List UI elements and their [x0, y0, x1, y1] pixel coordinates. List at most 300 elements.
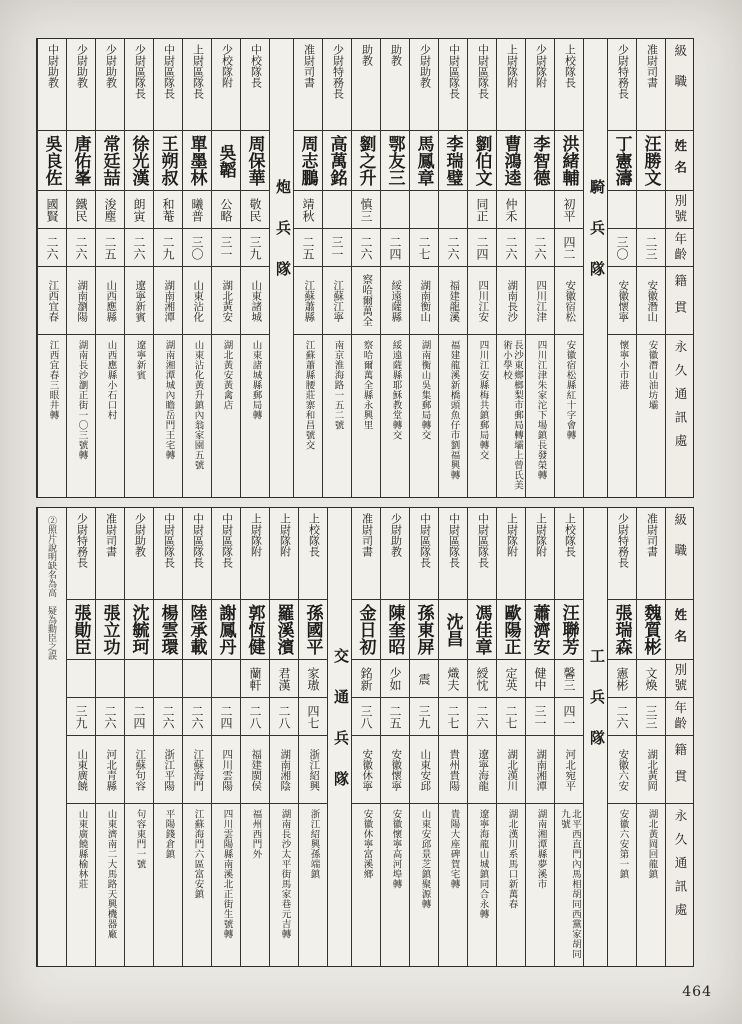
person-alias: 敬民 [248, 197, 262, 222]
person-address: 四川雲陽縣南溪北正街生號轉 [221, 809, 232, 939]
rank-cell [381, 508, 409, 600]
person-rank: 中尉區隊長 [476, 513, 489, 568]
header-name [666, 131, 693, 191]
name-cell [183, 600, 211, 660]
address-cell [410, 335, 438, 497]
address-cell [608, 335, 636, 497]
person-alias: 蘭軒 [248, 666, 262, 691]
person-rank: 中校隊長 [249, 44, 262, 88]
person-name: 劉伯文 [472, 135, 492, 186]
person-name: 楊雲環 [158, 604, 178, 655]
header-native [666, 267, 693, 335]
rank-cell [526, 39, 554, 131]
address-cell [183, 335, 211, 497]
person-native: 遼寧新賓 [134, 279, 146, 322]
header-label: 級職 [672, 44, 687, 105]
alias-cell [468, 660, 496, 698]
person-rank: 准尉司書 [645, 513, 658, 557]
native-place-cell [637, 736, 665, 804]
rank-cell [323, 39, 351, 131]
alias-cell [526, 191, 554, 229]
person-alias: 馨三 [562, 666, 576, 691]
native-place-cell [555, 736, 583, 804]
age-cell [410, 698, 438, 736]
person-rank: 准尉司書 [360, 513, 373, 557]
person-column [124, 39, 153, 497]
person-native: 安徽宿松 [564, 279, 576, 322]
rank-cell [468, 39, 496, 131]
person-column [124, 508, 153, 966]
person-column [554, 39, 583, 497]
person-address: 安徽懷寧高河埠轉 [390, 809, 401, 889]
rank-cell [526, 508, 554, 600]
age-cell [154, 698, 182, 736]
address-cell [67, 804, 95, 966]
person-alias: 熾夫 [446, 666, 460, 691]
person-alias: 初平 [562, 197, 576, 222]
address-cell [439, 335, 467, 497]
person-address: 湖南湘潭城內瞻岳門王宅轉 [163, 340, 174, 460]
person-age: 二七 [446, 704, 460, 729]
person-name: 吳良佐 [42, 135, 62, 186]
alias-cell [439, 191, 467, 229]
header-rank [666, 508, 693, 600]
person-alias: 文煥 [644, 666, 658, 691]
person-alias: 浚塵 [103, 197, 117, 222]
rank-cell [212, 39, 240, 131]
age-cell [555, 698, 583, 736]
native-place-cell [381, 736, 409, 804]
person-address: 浙江紹興孫端鎮 [308, 809, 319, 879]
name-cell [497, 600, 525, 660]
name-cell [468, 131, 496, 191]
native-place-cell [637, 267, 665, 335]
person-address: 南京淮海路一五二號 [332, 340, 343, 430]
name-cell [352, 600, 380, 660]
alias-cell [555, 660, 583, 698]
person-column [182, 508, 211, 966]
header-label: 姓名 [672, 139, 687, 182]
person-alias: 憲彬 [615, 666, 629, 691]
person-alias: 慎三 [359, 197, 373, 222]
person-name: 李瑞璧 [443, 135, 463, 186]
age-cell [637, 229, 665, 267]
person-rank: 准尉司書 [104, 513, 117, 557]
age-cell [439, 229, 467, 267]
name-cell [497, 131, 525, 191]
person-native: 山東廣饒 [76, 748, 88, 791]
name-cell [323, 131, 351, 191]
person-name: 徐光漢 [129, 135, 149, 186]
person-alias: 曦普 [190, 197, 204, 222]
header-label: 別號 [672, 663, 687, 694]
rank-cell [381, 39, 409, 131]
native-place-cell [468, 736, 496, 804]
person-column [95, 508, 124, 966]
person-column [211, 508, 240, 966]
name-cell [212, 131, 240, 191]
person-address: 察哈爾萬全縣永興里 [361, 340, 372, 430]
person-name: 汪勝文 [641, 135, 661, 186]
person-column [636, 39, 665, 497]
rank-cell [96, 508, 124, 600]
header-addr [666, 335, 693, 497]
alias-cell [183, 660, 211, 698]
name-cell [183, 131, 211, 191]
person-rank: 少尉特務長 [75, 513, 88, 568]
person-native: 江西宜春 [47, 279, 59, 322]
person-column [66, 39, 95, 497]
rank-cell [410, 39, 438, 131]
address-cell [352, 804, 380, 966]
name-cell [439, 600, 467, 660]
person-rank: 上校隊長 [307, 513, 320, 557]
person-name: 劉之升 [356, 135, 376, 186]
address-cell [637, 804, 665, 966]
person-rank: 中尉區隊長 [162, 513, 175, 568]
person-age: 三九 [417, 704, 431, 729]
address-cell [381, 804, 409, 966]
name-cell [637, 600, 665, 660]
person-column [293, 39, 322, 497]
person-address: 江蘇蕭縣腰莊寨和昌號交 [303, 340, 314, 450]
alias-cell [125, 191, 153, 229]
age-cell [352, 229, 380, 267]
native-place-cell [299, 736, 327, 804]
name-cell [608, 600, 636, 660]
name-cell [410, 131, 438, 191]
person-age: 三九 [248, 235, 262, 260]
age-cell [323, 229, 351, 267]
name-cell [294, 131, 322, 191]
person-rank: 少尉特務長 [331, 44, 344, 99]
address-cell [468, 804, 496, 966]
alias-cell [497, 191, 525, 229]
age-cell [241, 229, 269, 267]
rank-cell [294, 39, 322, 131]
native-place-cell [608, 736, 636, 804]
person-address: 綏遠薩縣耶穌教堂轉交 [390, 340, 401, 440]
person-age: 二六 [161, 704, 175, 729]
age-cell [468, 229, 496, 267]
alias-cell [183, 191, 211, 229]
person-native: 湖北漢川 [506, 748, 518, 791]
person-name: 張立功 [100, 604, 120, 655]
alias-cell [125, 660, 153, 698]
alias-cell [497, 660, 525, 698]
person-address: 湖南湘潭縣夢溪市 [535, 809, 546, 889]
alias-cell [526, 660, 554, 698]
person-column [409, 39, 438, 497]
age-cell [381, 698, 409, 736]
person-name: 蕭濟安 [530, 604, 550, 655]
unit-name-label: 騎兵隊 [588, 179, 604, 302]
person-alias: 銘新 [359, 666, 373, 691]
native-place-cell [241, 267, 269, 335]
person-age: 三〇 [615, 235, 629, 260]
person-name: 張瑞森 [612, 604, 632, 655]
person-column [525, 39, 554, 497]
person-column [153, 508, 182, 966]
name-cell [555, 600, 583, 660]
person-address: 山東廣饒縣榆林莊 [76, 809, 87, 889]
header-column [665, 508, 693, 966]
person-name: 丁憲濤 [612, 135, 632, 186]
native-place-cell [38, 267, 66, 335]
person-rank: 中尉區隊長 [220, 513, 233, 568]
alias-cell [381, 191, 409, 229]
address-cell [555, 804, 583, 966]
alias-cell [410, 191, 438, 229]
alias-cell [637, 660, 665, 698]
header-label: 級職 [672, 513, 687, 574]
person-column [351, 39, 380, 497]
person-age: 二六 [615, 704, 629, 729]
address-cell [526, 804, 554, 966]
person-name: 洪緒輔 [559, 135, 579, 186]
header-column [665, 39, 693, 497]
person-native: 湖北黃岡 [646, 748, 658, 791]
header-addr [666, 804, 693, 966]
person-native: 湖南瀏陽 [76, 279, 88, 322]
person-rank: 中尉區隊長 [418, 513, 431, 568]
address-cell [439, 804, 467, 966]
person-alias: 震 [417, 672, 431, 685]
person-native: 江蘇蕭縣 [303, 279, 315, 322]
person-age: 三一 [330, 235, 344, 260]
rank-cell [497, 39, 525, 131]
alias-cell [96, 191, 124, 229]
rank-cell [555, 39, 583, 131]
person-name: 鄂友三 [385, 135, 405, 186]
rank-cell [125, 39, 153, 131]
person-native: 福建龍溪 [448, 279, 460, 322]
person-age: 三一 [533, 704, 547, 729]
alias-cell [241, 660, 269, 698]
person-rank: 上尉隊附 [534, 513, 547, 557]
person-address: 長沙東鄉榔梨市郵局轉壩上曾氏美術小學校 [501, 340, 522, 490]
person-column [607, 508, 636, 966]
age-cell [381, 229, 409, 267]
address-cell [381, 335, 409, 497]
person-address: 北平西直門內馬相胡同西黨家胡同九號 [559, 809, 580, 959]
alias-cell [323, 191, 351, 229]
person-name: 魏質彬 [641, 604, 661, 655]
unit-name-label: 交通兵隊 [332, 648, 348, 812]
person-name: 沈毓珂 [129, 604, 149, 655]
age-cell [212, 229, 240, 267]
person-alias: 同正 [475, 197, 489, 222]
address-cell [183, 804, 211, 966]
native-place-cell [381, 267, 409, 335]
person-age: 二四 [132, 704, 146, 729]
header-label: 籍貫 [672, 743, 687, 796]
person-age: 二六 [504, 235, 518, 260]
person-rank: 助教 [389, 44, 402, 66]
header-alias [666, 191, 693, 229]
person-native: 貴州貴陽 [448, 748, 460, 791]
address-cell [154, 804, 182, 966]
header-label: 年齡 [672, 232, 687, 263]
person-name: 周志鵬 [298, 135, 318, 186]
person-native: 福建閩侯 [250, 748, 262, 791]
alias-cell [294, 191, 322, 229]
person-rank: 中尉區隊長 [447, 513, 460, 568]
native-place-cell [352, 267, 380, 335]
person-rank: 中尉區隊長 [162, 44, 175, 99]
alias-cell [212, 191, 240, 229]
age-cell [183, 698, 211, 736]
person-column [496, 508, 525, 966]
person-native: 河北青縣 [105, 748, 117, 791]
alias-cell [410, 660, 438, 698]
person-name: 周保華 [245, 135, 265, 186]
age-cell [526, 698, 554, 736]
person-name: 謝鳳丹 [216, 604, 236, 655]
alias-cell [67, 660, 95, 698]
rank-cell [241, 508, 269, 600]
native-place-cell [96, 736, 124, 804]
native-place-cell [96, 267, 124, 335]
rank-cell [183, 508, 211, 600]
person-column [66, 508, 95, 966]
person-age: 二六 [533, 235, 547, 260]
person-rank: 中尉區隊長 [476, 44, 489, 99]
person-name: 汪聯芳 [559, 604, 579, 655]
person-alias: 朗寅 [132, 197, 146, 222]
alias-cell [241, 191, 269, 229]
native-place-cell [526, 736, 554, 804]
address-cell [323, 335, 351, 497]
person-age: 二六 [359, 235, 373, 260]
person-native: 四川江津 [535, 279, 547, 322]
person-rank: 少尉助教 [133, 513, 146, 557]
age-cell [352, 698, 380, 736]
person-rank: 中尉區隊長 [191, 513, 204, 568]
address-cell [96, 335, 124, 497]
native-place-cell [125, 267, 153, 335]
name-cell [526, 131, 554, 191]
name-cell [555, 131, 583, 191]
person-age: 二六 [45, 235, 59, 260]
alias-cell [608, 191, 636, 229]
person-native: 河北宛平 [564, 748, 576, 791]
person-address: 安徽六安第一鎮 [617, 809, 628, 879]
person-address: 安徽休寧富溪鄉 [361, 809, 372, 879]
person-alias: 和菴 [161, 197, 175, 222]
person-rank: 少尉助教 [104, 44, 117, 88]
person-alias: 家璈 [306, 666, 320, 691]
age-cell [212, 698, 240, 736]
person-native: 江蘇江寧 [332, 279, 344, 322]
address-cell [294, 335, 322, 497]
person-age: 二五 [301, 235, 315, 260]
rank-cell [125, 508, 153, 600]
person-native: 浙江平陽 [163, 748, 175, 791]
person-name: 沈昌 [443, 612, 463, 647]
name-cell [154, 600, 182, 660]
native-place-cell [294, 267, 322, 335]
name-cell [381, 600, 409, 660]
person-rank: 少尉助教 [418, 44, 431, 88]
name-cell [212, 600, 240, 660]
address-cell [410, 804, 438, 966]
person-name: 張勛臣 [71, 604, 91, 655]
person-rank: 上尉隊附 [278, 513, 291, 557]
address-cell [608, 804, 636, 966]
address-cell [299, 804, 327, 966]
age-cell [439, 698, 467, 736]
alias-cell [352, 660, 380, 698]
person-name: 陳奎昭 [385, 604, 405, 655]
alias-cell [439, 660, 467, 698]
person-native: 湖南長沙 [506, 279, 518, 322]
name-cell [67, 600, 95, 660]
address-cell [241, 804, 269, 966]
age-cell [608, 698, 636, 736]
header-age [666, 229, 693, 267]
person-native: 湖南衡山 [419, 279, 431, 322]
alias-cell [468, 191, 496, 229]
person-column [240, 508, 269, 966]
person-rank: 少尉區隊長 [133, 44, 146, 99]
name-cell [468, 600, 496, 660]
age-cell [497, 698, 525, 736]
unit-column [327, 508, 351, 966]
rank-cell [637, 508, 665, 600]
header-age [666, 698, 693, 736]
person-name: 羅溪濱 [274, 604, 294, 655]
person-rank: 中尉助教 [46, 44, 59, 88]
person-alias: 定英 [504, 666, 518, 691]
person-rank: 少尉特務長 [616, 513, 629, 568]
name-cell [410, 600, 438, 660]
person-rank: 上校隊長 [563, 44, 576, 88]
rank-cell [212, 508, 240, 600]
person-rank: 少尉隊附 [534, 44, 547, 88]
native-place-cell [270, 736, 298, 804]
age-cell [96, 698, 124, 736]
person-rank: 中尉區隊長 [447, 44, 460, 99]
person-column [380, 508, 409, 966]
rank-cell [270, 508, 298, 600]
age-cell [299, 698, 327, 736]
native-place-cell [526, 267, 554, 335]
alias-cell [299, 660, 327, 698]
person-address: 湖南衡山吳集郵局轉交 [419, 340, 430, 440]
person-native: 安徽懷寧 [617, 279, 629, 322]
person-column [409, 508, 438, 966]
alias-cell [270, 660, 298, 698]
person-column [298, 508, 327, 966]
rank-cell [637, 39, 665, 131]
native-place-cell [67, 267, 95, 335]
native-place-cell [497, 267, 525, 335]
note-column [37, 508, 66, 966]
unit-column [583, 508, 607, 966]
alias-cell [381, 660, 409, 698]
person-native: 湖南湘潭 [535, 748, 547, 791]
person-age: 二八 [248, 704, 262, 729]
alias-cell [637, 191, 665, 229]
rank-cell [67, 508, 95, 600]
roster-table-bottom [36, 507, 694, 967]
person-address: 福州西門外 [250, 809, 261, 859]
person-rank: 上校隊長 [563, 513, 576, 557]
person-age: 二六 [446, 235, 460, 260]
person-native: 遼寧海龍 [477, 748, 489, 791]
unit-column [583, 39, 607, 497]
